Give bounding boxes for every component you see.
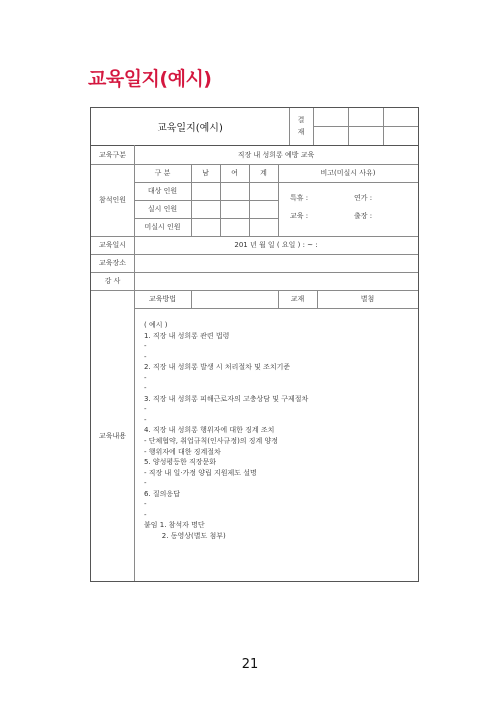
content-list (144, 320, 404, 541)
content-line: 2. 동영상(별도 첨부) (144, 531, 226, 540)
material-label: 교재 (290, 295, 305, 303)
content-label: 교육내용 (98, 431, 127, 440)
header-male: 남 (202, 169, 209, 177)
row-attended: 실시 인원 (147, 205, 178, 213)
content-line: 5. 양성평등한 직장문화 (144, 458, 216, 467)
divider (191, 290, 192, 308)
header-female: 여 (231, 169, 238, 177)
page-number: 21 (241, 657, 259, 672)
content-line: - (144, 510, 147, 519)
page-heading: 교육일지(예시) (88, 68, 212, 90)
education-log-form (90, 107, 419, 582)
row-target: 대상 인원 (147, 187, 178, 195)
content-line: 4. 직장 내 성희롱 행위자에 대한 징계 조치 (144, 426, 275, 435)
content-line: ( 예시 ) (144, 321, 168, 329)
date-value: 201 년 월 일 ( 요일 ) : ~ : (234, 241, 318, 249)
content-line: - (144, 500, 147, 509)
content-line: - 단체협약, 취업규칙(인사규정)의 징계 양정 (144, 437, 279, 446)
content-line: 붙임 1. 참석자 명단 (144, 521, 205, 530)
date-label: 교육일시 (98, 241, 127, 249)
special-leave: 특휴 : (290, 194, 309, 202)
content-line: - 직장 내 일·가정 양립 지원제도 설명 (144, 468, 257, 477)
divider (313, 126, 418, 127)
header-total: 계 (260, 169, 267, 177)
divider (348, 108, 349, 145)
divider (383, 108, 384, 145)
content-line: 2. 직장 내 성희롱 발생 시 처리절차 및 조치기준 (144, 363, 291, 372)
content-line: - (144, 352, 147, 361)
divider (91, 254, 418, 255)
content-line: - (144, 384, 147, 393)
content-line: - (144, 479, 147, 488)
content-line: 1. 직장 내 성희롱 관련 법령 (144, 331, 230, 340)
row-not-attended: 미실시 인원 (144, 223, 181, 231)
instructor-label: 강 사 (104, 277, 121, 285)
divider (91, 272, 418, 273)
category-value: 직장 내 성희롱 예방 교육 (237, 150, 315, 159)
annual-leave: 연가 : (354, 194, 373, 202)
content-line: - (144, 405, 147, 414)
header-remarks: 비고(미실시 사유) (320, 169, 376, 177)
material-value: 별첨 (360, 295, 375, 303)
content-line: - (144, 342, 147, 351)
content-line: - 행위자에 대한 징계절차 (144, 447, 221, 456)
content-line: - (144, 373, 147, 382)
content-line: 6. 질의응답 (144, 489, 180, 498)
divider (313, 108, 314, 145)
training: 교육 : (290, 212, 309, 220)
business-trip: 출장 : (354, 212, 373, 220)
form-title: 교육일지(예시) (157, 123, 223, 134)
attendance-label: 참석인원 (98, 196, 127, 204)
approval-label: 재 (297, 128, 305, 136)
header-division: 구 분 (154, 169, 171, 177)
place-label: 교육장소 (98, 259, 127, 267)
category-label: 교육구분 (98, 150, 127, 159)
content-line: - (144, 415, 147, 424)
divider (134, 308, 418, 309)
content-line: 3. 직장 내 성희롱 피해근로자의 고충상담 및 구제절차 (144, 394, 309, 403)
method-label: 교육방법 (148, 295, 177, 303)
approval-label: 결 (297, 116, 305, 124)
